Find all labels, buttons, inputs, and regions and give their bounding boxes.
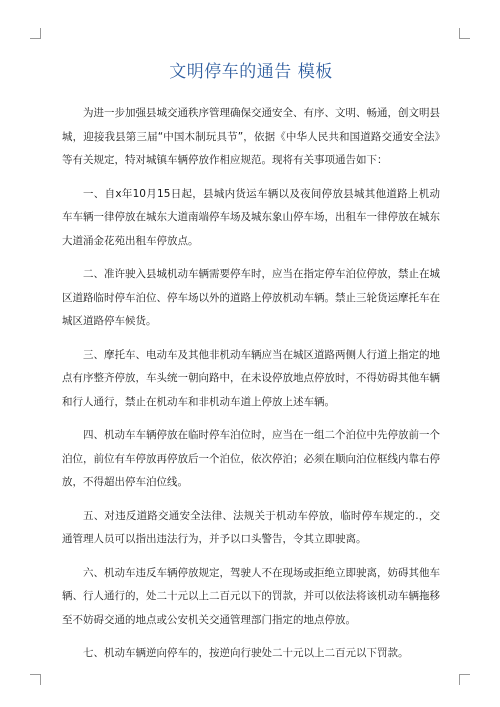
paragraph-item-5: 五、对违反道路交通安全法律、法规关于机动车停放，临时停车规定的.，交通管理人员可以指出违法行为，并予以口头警告，令其立即驶离。: [62, 509, 440, 545]
paragraph-item-6: 六、机动车违反车辆停放规定，驾驶人不在现场或拒绝立即驶离，妨碍其他车辆、行人通行的，处二十元以上二百元以下的罚款，并可以依法将该机动车辆拖移至不妨碍交通的地点或公安机关交通管理部门指定的地点停放。: [62, 566, 440, 626]
crop-mark-bottom-right: [459, 674, 470, 685]
paragraph-item-7: 七、机动车辆逆向停车的，按逆向行驶处二十元以上二百元以下罚款。: [83, 647, 409, 659]
document-page: [62, 60, 440, 676]
crop-mark-bottom-left: [30, 674, 41, 685]
crop-mark-top-left: [30, 28, 41, 39]
paragraph-item-3: 三、摩托车、电动车及其他非机动车辆应当在城区道路两侧人行道上指定的地点有序整齐停放，车头统一朝向路中，在未设停放地点停放时，不得妨碍其他车辆和行人通行，禁止在机动车和非机动车道上停放上述车辆。: [62, 348, 440, 408]
paragraph-item-1: 一、自x年10月15日起，县城内货运车辆以及夜间停放县城其他道路上机动车车辆一律停放在城东大道南端停车场及城东象山停车场，出租车一律停放在城东大道涌金花苑出租车停放点。: [62, 187, 440, 247]
crop-mark-top-right: [459, 28, 470, 39]
paragraph-item-4: 四、机动车车辆停放在临时停车泊位时，应当在一组二个泊位中先停放前一个泊位，前位有车停放再停放后一个泊位，依次停泊；必须在顺向泊位框线内靠右停放，不得超出停车泊位线。: [62, 429, 440, 488]
paragraph-intro: 为进一步加强县城交通秩序管理确保交通安全、有序、文明、畅通，创文明县城，迎接我县第三届“中国木制玩具节”，依据《中华人民共和国道路交通安全法》等有关规定，特对城镇车辆停放作相应规范。现将有关事项通告如下：: [62, 107, 440, 166]
paragraph-item-2: 二、准许驶入县城机动车辆需要停车时，应当在指定停车泊位停放，禁止在城区道路临时停车泊位、停车场以外的道路上停放机动车辆。禁止三轮货运摩托车在城区道路停车候货。: [62, 268, 440, 327]
document-title: 文明停车的通告 模板: [169, 62, 333, 82]
